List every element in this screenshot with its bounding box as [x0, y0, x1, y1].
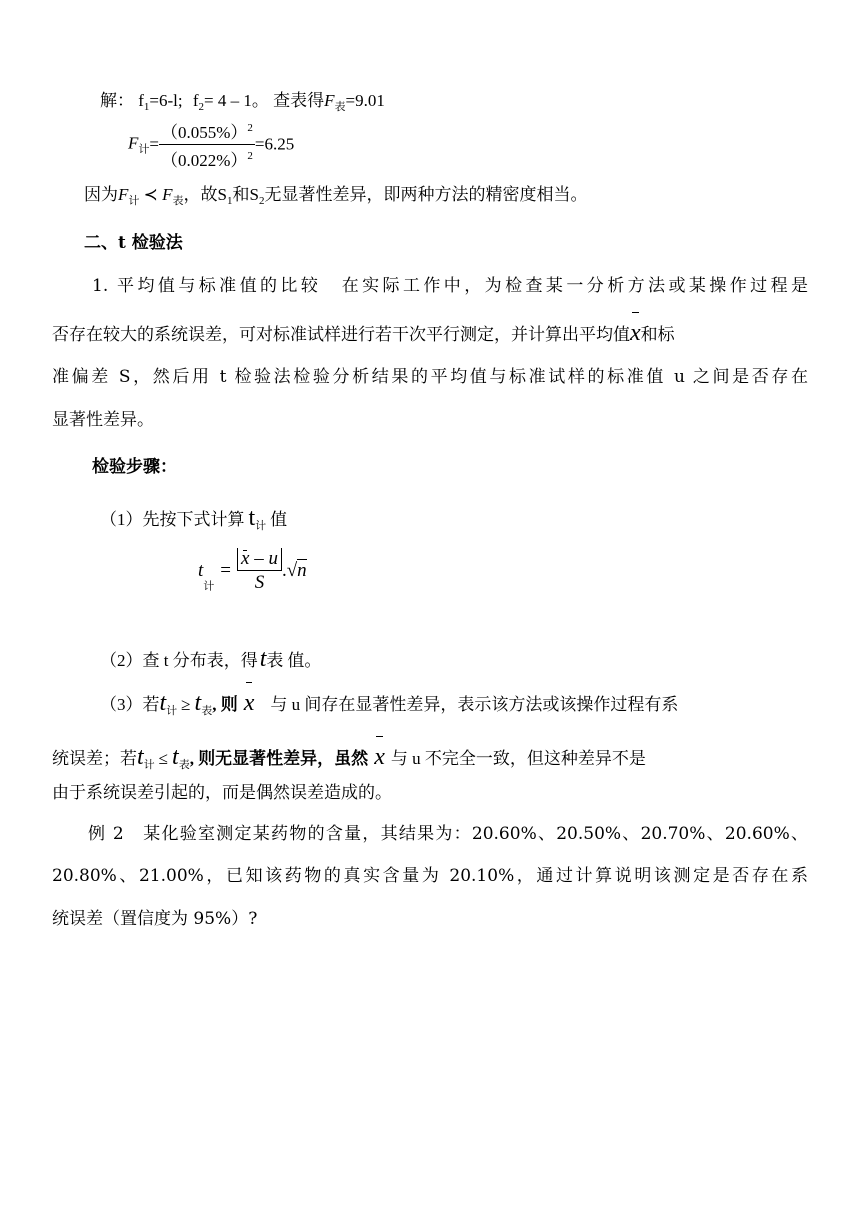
- formula-t: t: [198, 560, 204, 581]
- step2-t-sub: 表: [266, 651, 284, 670]
- step2-text-a: （2）查 t 分布表，得: [100, 651, 258, 670]
- f1-symbol: f: [138, 91, 144, 110]
- f-calc-result: =6.25: [254, 134, 295, 154]
- step3-ge: ≥: [181, 695, 191, 714]
- step3-le: ≤: [158, 749, 169, 768]
- f2-symbol: f: [192, 91, 199, 110]
- step1-text-a: （1）先按下式计算: [100, 510, 245, 529]
- step2-text-b: 值。: [287, 651, 322, 670]
- conclusion-s2-sub: 2: [258, 195, 265, 207]
- steps-title: 检验步骤：: [92, 457, 177, 477]
- conclusion-line: [84, 180, 587, 208]
- t-formula: [198, 548, 307, 594]
- f-table-value: =9.01: [345, 91, 385, 110]
- conclusion-prec: ≺: [139, 185, 163, 204]
- f-calc-num-exp: 2: [247, 122, 253, 134]
- conclusion-f-calc-sub: 计: [128, 195, 140, 207]
- formula-t-sub: 计: [203, 580, 215, 593]
- conclusion-f-calc: F: [118, 185, 129, 204]
- step3-t2-sub: 表: [201, 705, 213, 717]
- formula-minus-u: – u: [249, 548, 278, 569]
- step3-line1: [100, 690, 678, 718]
- f-table-subscript: 表: [334, 101, 346, 113]
- f1-value: =6-l;: [149, 91, 183, 110]
- conclusion-because: 因为: [84, 185, 118, 204]
- f1-subscript: 1: [143, 101, 150, 113]
- step3-xbar: x: [243, 690, 255, 716]
- para1-line2a: 否存在较大的系统误差，可对标准试样进行若干次平行测定，并计算出平均值: [52, 325, 630, 345]
- conclusion-text1: ，故S: [183, 185, 227, 204]
- step3-t3: t: [137, 744, 144, 770]
- solution-label: 解：: [100, 91, 134, 110]
- step3-line2: [52, 744, 646, 772]
- example-line2: [52, 861, 808, 886]
- conclusion-s1-sub: 1: [227, 195, 233, 207]
- step2-t: t: [259, 646, 267, 672]
- conclusion-f-table-sub: 表: [172, 195, 184, 207]
- para1-line4: 显著性差异。: [52, 410, 154, 430]
- step3-line2-c: 与 u 不完全一致，但这种差异不是: [390, 749, 646, 768]
- formula-fraction: [237, 548, 282, 594]
- formula-eq: =: [220, 560, 231, 581]
- formula-n: n: [297, 560, 307, 581]
- para1-line2b: 和标: [640, 325, 675, 345]
- para1-line3: [52, 362, 808, 387]
- example-line2-text: 20.80%、21.00%，已知该药物的真实含量为 20.10%，通过计算说明该测定是否存在系: [52, 866, 808, 886]
- f-calc-fraction: [159, 118, 255, 171]
- formula-sqrt: .√: [281, 560, 298, 581]
- xbar-symbol: x: [630, 320, 641, 346]
- f2-value: = 4 – 1。: [204, 91, 269, 110]
- step3-t2: t: [194, 690, 202, 716]
- formula-S: S: [254, 572, 265, 593]
- f-table-symbol: F: [324, 91, 335, 110]
- step3-text-b: 与 u 间存在显著性差异，表示该方法或该操作过程有系: [270, 695, 679, 714]
- step3-t4-sub: 表: [178, 759, 190, 771]
- f-calc-symbol: F: [128, 133, 139, 153]
- step1-text-b: 值: [270, 510, 288, 529]
- step2-line: [100, 646, 321, 673]
- formula-xbar: x: [241, 548, 250, 569]
- solution-line: [100, 86, 385, 114]
- step1-t-sub: 计: [255, 520, 267, 532]
- step3-t3-sub: 计: [143, 759, 155, 771]
- f-calc-formula: [128, 118, 294, 171]
- conclusion-text2: 无显著性差异，即两种方法的精密度相当。: [264, 185, 588, 204]
- step3-line2-b: , 则无显著性差异，虽然: [189, 749, 369, 768]
- para1-line2: [52, 320, 808, 347]
- step3-t4: t: [172, 744, 179, 770]
- step3-t1-sub: 计: [166, 705, 178, 717]
- step1-t: t: [248, 505, 256, 531]
- step3-line2-a: 统误差；若: [52, 749, 137, 768]
- step3-comma-then: , 则: [212, 695, 238, 714]
- conclusion-and: 和S: [232, 185, 259, 204]
- step3-line3: 由于系统误差引起的，而是偶然误差造成的。: [52, 783, 392, 803]
- para1-line3-text: 准偏差 S，然后用 t 检验法检验分析结果的平均值与标准试样的标准值 u 之间是否存在: [52, 367, 808, 387]
- section-title: 二、t 检验法: [84, 233, 183, 253]
- f-calc-denominator: （0.022%）: [160, 151, 248, 170]
- f-calc-numerator: （0.055%）: [160, 123, 248, 142]
- f2-subscript: 2: [198, 101, 205, 113]
- para1-line1: [92, 271, 808, 296]
- example-line1: [88, 819, 808, 844]
- lookup-text: 查表得: [273, 91, 325, 110]
- f-calc-subscript: 计: [138, 143, 150, 156]
- step3-t1: t: [159, 690, 167, 716]
- f-calc-den-exp: 2: [247, 150, 253, 162]
- step1-line: [100, 505, 287, 533]
- example-line1-text: 例 2 某化验室测定某药物的含量，其结果为：20.60%、20.50%、20.70%、20.60%、: [88, 824, 808, 844]
- conclusion-f-table: F: [162, 185, 173, 204]
- example-line3: 统误差（置信度为 95%）?: [52, 909, 258, 929]
- f-calc-eq: =: [149, 134, 159, 154]
- para1-line1-text: 1. 平均值与标准值的比较 在实际工作中，为检查某一分析方法或某操作过程是: [92, 276, 808, 296]
- step3-text-a: （3）若: [100, 695, 160, 714]
- step3-xbar2: x: [374, 744, 385, 770]
